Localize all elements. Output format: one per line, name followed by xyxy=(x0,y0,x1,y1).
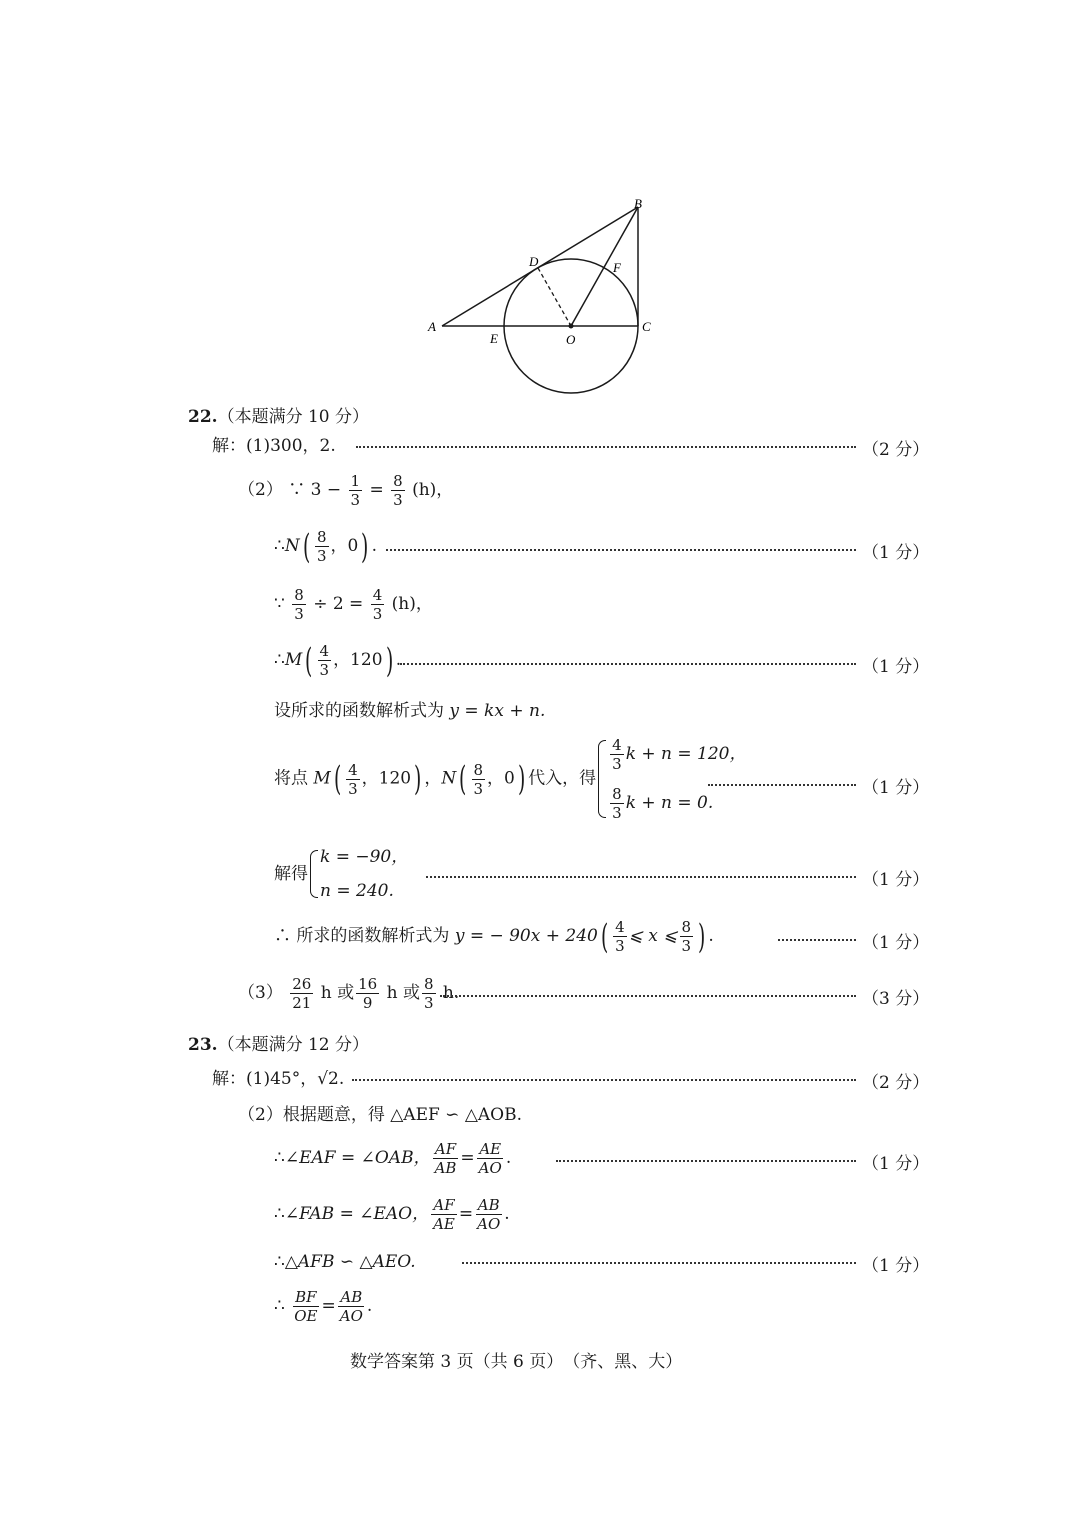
equation: k = −90， xyxy=(320,847,409,867)
frac-den: 21 xyxy=(292,994,312,1012)
expr: ∠EAF = ∠OAB， xyxy=(284,1148,431,1168)
fraction xyxy=(356,975,379,1012)
q23-p1 xyxy=(212,1068,344,1090)
expr: ⩽ x ⩽ xyxy=(628,926,678,946)
fraction xyxy=(475,1196,502,1233)
q22-p2-line4: ∴M( $\frac{4}{3}$ ，120) . xyxy=(274,640,402,681)
frac-num: AE xyxy=(479,1140,502,1158)
frac-den: 3 xyxy=(316,547,327,565)
therefore-symbol: ∴ xyxy=(274,1148,285,1168)
text: （2）根据题意，得 △AEF ∽ △AOB. xyxy=(238,1105,523,1125)
leader-dots xyxy=(462,1262,856,1264)
leader-dots xyxy=(778,939,856,941)
q23-p2-line5 xyxy=(274,1288,372,1325)
leader-dots xyxy=(400,663,856,665)
frac-den: AE xyxy=(433,1215,455,1233)
fraction xyxy=(477,1140,504,1177)
score-label: （1 分） xyxy=(862,657,930,677)
period: . xyxy=(338,1069,345,1089)
equals: = xyxy=(460,1148,475,1168)
fraction xyxy=(610,785,624,822)
q22-p1 xyxy=(212,435,336,457)
text: h 或 xyxy=(320,983,355,1003)
fraction xyxy=(431,1196,457,1233)
frac-num: 8 xyxy=(473,760,484,779)
segment-ab xyxy=(442,207,638,326)
fraction xyxy=(292,1288,319,1325)
label-d: D xyxy=(529,254,539,269)
score-label: （1 分） xyxy=(862,1154,930,1174)
frac-num: 4 xyxy=(348,760,358,779)
frac-num: AF xyxy=(434,1140,457,1158)
frac-den: 3 xyxy=(294,605,304,623)
q22-header xyxy=(188,402,369,427)
fraction xyxy=(433,1140,459,1177)
text: 所求的函数解析式为 xyxy=(296,926,450,946)
frac-num: 8 xyxy=(393,472,403,490)
leader-dots xyxy=(440,995,856,997)
q23-p2-line1 xyxy=(238,1104,522,1126)
part-label: （2） xyxy=(238,480,283,500)
frac-den: 9 xyxy=(362,994,373,1012)
text: h. xyxy=(442,983,460,1003)
expr: (h)， xyxy=(412,480,454,500)
q22-p2-line1 xyxy=(238,472,453,509)
frac-den: AO xyxy=(478,1159,502,1177)
equals: = xyxy=(321,1296,336,1316)
leader-dots xyxy=(708,784,856,786)
text: 解：(1)45°， xyxy=(212,1069,318,1089)
expr: y = − 90x + 240 xyxy=(454,926,598,946)
period: . xyxy=(371,536,378,556)
q23-p2-line4 xyxy=(274,1251,416,1273)
leader-dots xyxy=(426,876,856,878)
part-label: （3） xyxy=(238,983,283,1003)
point-m: M xyxy=(284,650,303,670)
leader-dots xyxy=(556,1160,856,1162)
frac-num: 4 xyxy=(612,736,622,754)
fraction xyxy=(371,586,385,623)
frac-den: 3 xyxy=(681,937,692,955)
frac-den: 3 xyxy=(615,937,625,955)
q22-p2-line6: 将点 M( $\frac{4}{3}$ ，120) ，N( $\frac{8}{3}$ ，0) 代入，得 $\frac{4}{3}$ k + n = 120， $\frac{8}{3}$ k + n = 0. xyxy=(274,736,747,822)
period: . xyxy=(395,650,402,670)
expr: ∠FAB = ∠EAO， xyxy=(284,1204,430,1224)
label-c: C xyxy=(642,319,651,334)
fraction xyxy=(680,918,694,955)
frac-den: 3 xyxy=(473,779,484,798)
frac-num: 4 xyxy=(319,642,330,660)
leader-dots xyxy=(386,549,856,551)
text: 设所求的函数解析式为 xyxy=(274,701,444,721)
text: 解得 xyxy=(274,864,308,884)
frac-den: 3 xyxy=(612,804,622,822)
period: . xyxy=(366,1296,373,1316)
frac-num: 8 xyxy=(294,586,304,604)
period: . xyxy=(505,1148,512,1168)
frac-den: 3 xyxy=(423,994,434,1012)
q23-number: 23. xyxy=(188,1035,218,1055)
expr: ÷ 2 = xyxy=(313,594,364,614)
frac-num: BF xyxy=(295,1288,317,1306)
q22-p2-line7 xyxy=(274,846,408,902)
fraction xyxy=(292,586,306,623)
frac-den: 3 xyxy=(348,779,358,798)
text: 将点 xyxy=(274,768,308,789)
frac-num: 26 xyxy=(292,975,312,993)
frac-den: 3 xyxy=(350,491,361,509)
text: 代入，得 xyxy=(528,768,597,789)
fraction xyxy=(318,642,332,679)
therefore-symbol: ∴ xyxy=(274,1204,285,1224)
period: . xyxy=(708,926,714,946)
period: . xyxy=(504,1204,510,1224)
because-symbol: ∵ xyxy=(288,480,306,500)
frac-num: 8 xyxy=(316,528,327,546)
therefore-symbol: ∴ xyxy=(274,650,285,670)
score-label: （1 分） xyxy=(862,543,930,563)
fraction xyxy=(338,1288,365,1325)
score-label: （1 分） xyxy=(862,933,930,953)
frac-num: 8 xyxy=(612,785,622,803)
fraction xyxy=(349,472,363,509)
frac-den: AO xyxy=(477,1215,501,1233)
frac-den: AO xyxy=(339,1307,363,1325)
q23-header xyxy=(188,1030,369,1055)
expr: ，0 xyxy=(487,768,515,789)
geometry-figure xyxy=(420,190,660,400)
equation: k + n = 0. xyxy=(625,793,714,813)
expr: (h)， xyxy=(391,594,433,614)
frac-den: 3 xyxy=(319,661,330,679)
label-f: F xyxy=(613,260,621,275)
expr: ，120 xyxy=(333,650,383,670)
q23-p2-line2 xyxy=(274,1140,511,1177)
equation-system xyxy=(596,736,746,822)
frac-num: 4 xyxy=(615,918,625,936)
point-n: N xyxy=(284,536,300,556)
frac-num: 8 xyxy=(681,918,692,936)
q22-p1-text: 解：(1)300，2. xyxy=(212,436,336,456)
expr: △AFB ∽ △AEO. xyxy=(284,1252,416,1272)
equation: n = 240. xyxy=(320,881,394,901)
fraction xyxy=(290,975,313,1012)
q22-p2-line2: ∴N( $\frac{8}{3}$ ，0) . xyxy=(274,526,378,567)
frac-den: AB xyxy=(434,1159,457,1177)
sqrt-expr: √2 xyxy=(317,1069,339,1089)
expr: y = kx + n. xyxy=(449,701,546,721)
frac-num: AF xyxy=(433,1196,455,1214)
q23-header-text: （本题满分 12 分） xyxy=(217,1035,370,1055)
score-label: （1 分） xyxy=(862,870,930,890)
q22-p2-line3 xyxy=(274,586,433,623)
q22-p2-line5 xyxy=(274,700,545,722)
score-label: （1 分） xyxy=(862,778,930,798)
frac-num: 4 xyxy=(372,586,383,604)
frac-den: 3 xyxy=(372,605,383,623)
point-m: M xyxy=(313,768,331,789)
q22-p2-line8: ∴ 所求的函数解析式为 y = − 90x + 240( $\frac{4}{3}$ ⩽ x ⩽ $\frac{8}{3}$ ) . xyxy=(274,916,714,957)
page-footer: 数学答案第 3 页（共 6 页） （齐、黑、大） xyxy=(350,1352,683,1372)
fraction xyxy=(610,736,624,773)
therefore-symbol: ∴ xyxy=(274,1296,285,1316)
score-label: （3 分） xyxy=(862,989,930,1009)
center-point xyxy=(569,324,574,329)
fraction xyxy=(391,472,405,509)
frac-den: 3 xyxy=(612,755,622,773)
score-label: （2 分） xyxy=(862,1073,930,1093)
leader-dots xyxy=(352,1079,856,1081)
segment-bo xyxy=(571,207,638,326)
point-n: N xyxy=(441,768,457,789)
label-o: O xyxy=(566,332,576,347)
q22-p3 xyxy=(238,975,459,1012)
frac-num: AB xyxy=(340,1288,363,1306)
label-b: B xyxy=(634,196,642,211)
because-symbol: ∵ xyxy=(274,594,285,614)
q23-p2-line3 xyxy=(274,1196,510,1233)
frac-num: 16 xyxy=(358,975,378,993)
score-label: （1 分） xyxy=(862,1256,930,1276)
fraction xyxy=(472,761,486,798)
fraction xyxy=(346,761,360,798)
frac-den: OE xyxy=(294,1307,318,1325)
frac-num: 8 xyxy=(423,975,434,993)
fraction xyxy=(422,975,436,1012)
label-a: A xyxy=(428,319,436,334)
expr: ，0 xyxy=(330,536,359,556)
separator: ， xyxy=(424,768,442,789)
therefore-symbol: ∴ xyxy=(274,1252,285,1272)
q22-number: 22. xyxy=(188,407,218,427)
frac-num: AB xyxy=(477,1196,500,1214)
label-e: E xyxy=(490,331,498,346)
therefore-symbol: ∴ xyxy=(274,536,285,556)
expr: 3 − xyxy=(310,480,342,500)
leader-dots xyxy=(356,446,856,448)
expr: ，120 xyxy=(361,768,412,789)
therefore-symbol: ∴ xyxy=(274,926,291,946)
text: h 或 xyxy=(386,983,420,1003)
equals: = xyxy=(458,1204,474,1224)
q22-header-text: （本题满分 10 分） xyxy=(217,407,370,427)
segment-do-dashed xyxy=(538,268,571,326)
frac-den: 3 xyxy=(393,491,403,509)
equation: k + n = 120， xyxy=(625,744,747,764)
equation-system xyxy=(308,846,408,902)
fraction xyxy=(315,528,329,565)
frac-num: 1 xyxy=(350,472,361,490)
fraction xyxy=(613,918,627,955)
equals: = xyxy=(369,480,384,500)
score-label: （2 分） xyxy=(862,440,930,460)
